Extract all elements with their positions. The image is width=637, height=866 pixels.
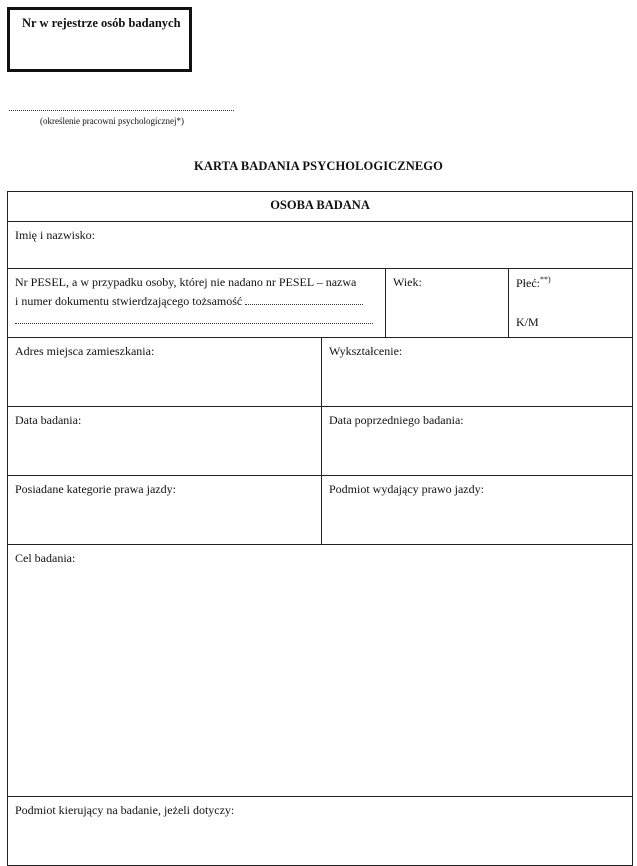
- referring-entity-field[interactable]: [8, 797, 633, 866]
- name-field[interactable]: [8, 222, 633, 269]
- pesel-dotted-line: [15, 313, 373, 324]
- purpose-row: [8, 545, 633, 797]
- name-label: Imię i nazwisko:: [15, 228, 95, 242]
- purpose-label: Cel badania:: [15, 551, 76, 565]
- education-field[interactable]: [322, 338, 633, 407]
- license-categories-label: Posiadane kategorie prawa jazdy:: [15, 482, 176, 496]
- pesel-label-line1: Nr PESEL, a w przypadku osoby, której nie nadano nr PESEL – nazwa: [15, 275, 357, 289]
- pesel-label-line2: i numer dokumentu stwierdzającego tożsamość: [15, 294, 243, 308]
- license-issuer-field[interactable]: [322, 476, 633, 545]
- registry-number-box: [7, 7, 192, 72]
- purpose-field[interactable]: [8, 545, 633, 797]
- prev-exam-date-label: Data poprzedniego badania:: [329, 413, 464, 427]
- exam-date-label: Data badania:: [15, 413, 82, 427]
- exam-date-field[interactable]: [8, 407, 322, 476]
- pesel-row: [8, 269, 633, 338]
- section-header-row: [8, 192, 633, 222]
- sex-field[interactable]: [509, 269, 633, 338]
- referring-row: [8, 797, 633, 866]
- education-label: Wykształcenie:: [329, 344, 403, 358]
- license-categories-field[interactable]: [8, 476, 322, 545]
- age-label: Wiek:: [393, 275, 422, 289]
- sex-label: Płeć:: [516, 276, 540, 290]
- address-label: Adres miejsca zamieszkania:: [15, 344, 155, 358]
- age-field[interactable]: [386, 269, 509, 338]
- document-title: KARTA BADANIA PSYCHOLOGICZNEGO: [194, 159, 443, 173]
- prev-exam-date-field[interactable]: [322, 407, 633, 476]
- dates-row: [8, 407, 633, 476]
- sex-footnote-mark: **): [540, 275, 551, 284]
- referring-entity-label: Podmiot kierujący na badanie, jeżeli dotyczy:: [15, 803, 235, 817]
- address-field[interactable]: [8, 338, 322, 407]
- registry-number-label: Nr w rejestrze osób badanych: [22, 16, 181, 30]
- license-row: [8, 476, 633, 545]
- pesel-dotted-fill: [245, 294, 363, 305]
- section-title: OSOBA BADANA: [8, 192, 633, 222]
- examination-form-table: [7, 191, 633, 866]
- name-row: [8, 222, 633, 269]
- sex-options: K/M: [516, 315, 539, 329]
- lab-name-caption: (określenie pracowni psychologicznej*): [40, 116, 184, 126]
- address-row: [8, 338, 633, 407]
- license-issuer-label: Podmiot wydający prawo jazdy:: [329, 482, 484, 496]
- pesel-field[interactable]: [8, 269, 386, 338]
- lab-name-dotted-line: [9, 104, 234, 111]
